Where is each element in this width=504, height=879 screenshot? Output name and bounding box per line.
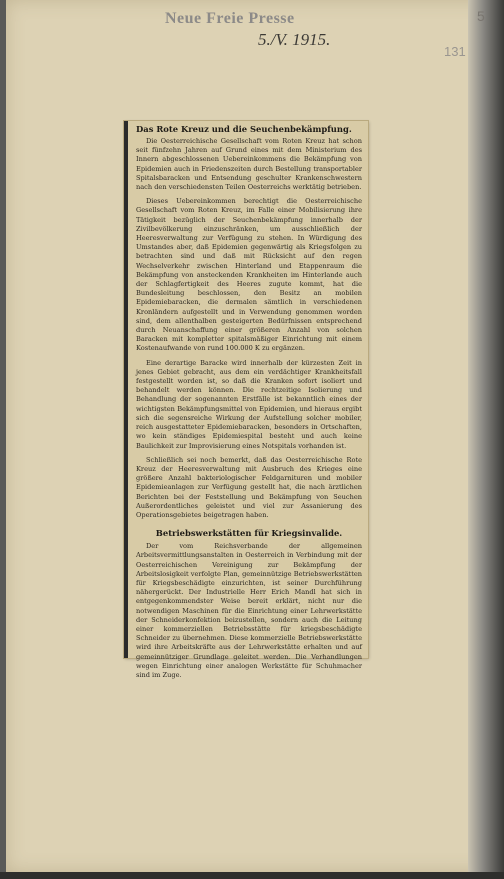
article-title: Das Rote Kreuz und die Seuchenbekämpfung. [136,124,352,134]
page-number: 5 [477,8,485,24]
article-paragraph: Schließlich sei noch bemerkt, daß das Oesterreichische Rote Kreuz der Heeresverwaltung mit Ausbruch des Krieges eine größere Anzahl bakteriologischer Feldgarnituren und mobiler Epidemieanlagen zur Verfügung gestellt hat, die nach ärztlichen Berichten bei der Feststellung und Bekämpfung von Seuchen Außerordentliches geleistet und viel zur Assanierung des Operationsgebietes beigetragen haben. [136,455,362,519]
article-title: Betriebswerkstätten für Kriegsinvalide. [155,528,343,539]
clipping-column-rule [124,121,128,658]
article-paragraph: Der vom Reichsverbande der allgemeinen Arbeitsvermittlungsanstalten in Oesterreich in Verbindung mit der Oesterreichischen Vereinigung zur Bekämpfung der Arbeitslosigkeit verfolgte Plan, gemeinnützige Betriebswerkstätten für Kriegsbeschädigte einzurichten, ist seiner Durchführung nähergerückt. Der Industrielle Herr Erich Mandl hat sich in entgegenkommendster Weise bereit erklärt, nicht nur die notwendigen Maschinen für die Einrichtung einer Lehrwerkstätte der Schneiderkonfektion beizustellen, sondern auch die Leitung einer kommerziellen Betriebsstätte für kriegsbeschädigte Schneider zu übernehmen. Diese kommerzielle Betriebswerkstätte wird ihre Arbeitskräfte aus der Lehrwerkstätte erhalten und auf gemeinnütziger Grundlage geleitet werden. Die Verhandlungen wegen Einrichtung einer analogen Werkstätte für Schuhmacher sind im Zuge. [136,542,362,679]
article-paragraph: Eine derartige Baracke wird innerhalb der kürzesten Zeit in jenes Gebiet gebracht, aus dem ein verdächtiger Krankheitsfall festgestellt worden ist, so daß die Kranken sofort isoliert und behandelt werden können. Die rechtzeitige Isolierung und Behandlung der sogenannten Erstfälle ist bekanntlich eines der wichtigsten Bekämpfungsmittel von Epidemien, und hieraus ergibt sich die segensreiche Wirkung der Aufstellung solcher mobiler, reich ausgestatteter Epidemiebaracken, besonders in Ortschaften, wo kein ständiges Epidemiespital besteht und auch keine Baulichkeit zur Improvisierung eines Notspitals vorhanden ist. [136,358,362,450]
scanner-edge [468,0,504,879]
newspaper-masthead: Neue Freie Presse [165,10,295,27]
article-paragraph: Dieses Uebereinkommen berechtigt die Oesterreichische Gesellschaft vom Roten Kreuz, im Falle einer Mobilisierung ihre Tätigkeit bezüglich der Seuchenbekämpfung innerhalb der Zivilbevölkerung einzuschränken, um ausschließlich der Heeresverwaltung zur Verfügung zu stehen. In Würdigung des Umstandes aber, daß Epidemien gegenwärtig als Kriegsfolgen zu betrachten sind und daß mit Rücksicht auf den regen Wechselverkehr zwischen Hinterland und Etappenraum die Bekämpfung von ansteckenden Krankheiten im Hinterlande auch der Schlagfertigkeit des Heeres zugute kommt, hat die Bundesleitung beschlossen, den Besitz an mobilen Epidemiebaracken, die dermalen sämtlich in verschiedenen Kronländern aufgestellt und in Verwendung genommen worden sind, dem allenthalben gesteigerten Bedürfnissen entsprechend durch Neuanschaffung einer größeren Anzahl von solchen Baracken mit kompletter spitalsmäßiger Einrichtung mit einem Kostenaufwande von rund 100.000 K zu ergänzen. [136,197,362,353]
scanner-bottom-edge [0,872,504,879]
clipping-text [136,124,362,685]
article-paragraph: Die Oesterreichische Gesellschaft vom Roten Kreuz hat schon seit fünfzehn Jahren auf Grund eines mit dem Ministerium des Innern abgeschlossenen Uebereinkommens die Bekämpfung von Epidemien auch in Friedenszeiten durch Bestellung transportabler Spitalsbaracken und Entsendung geschulter Krankenschwestern nach den verschiedensten Teilen Oesterreichs werktätig betrieben. [136,137,362,192]
newspaper-clipping [124,121,368,679]
handwritten-date: 5./V. 1915. [258,30,331,49]
archive-number: 131 [444,44,466,59]
